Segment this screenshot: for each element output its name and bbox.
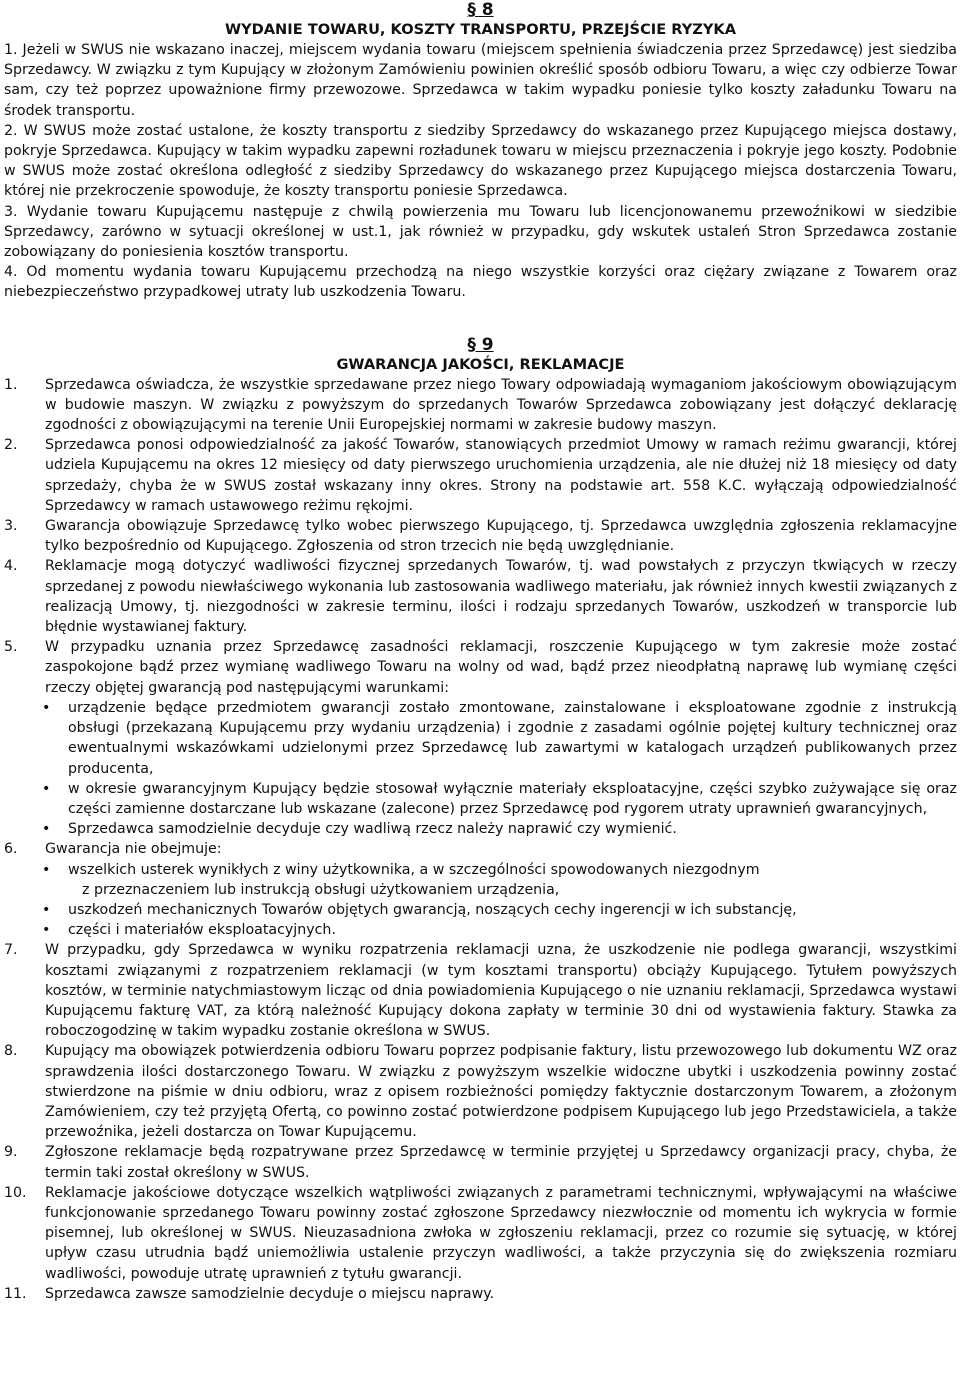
bullet-item: [4, 779, 957, 819]
item-text: Reklamacje jakościowe dotyczące wszelkich wątpliwości związanych z parametrami technicznymi, wpływającymi na właściwe funkcjonowanie sprzedanego Towaru powinny zostać zgłoszone Sprzedawcy niezwłocznie od momentu ich wykrycia w formie pisemnej, lub określonej w SWUS. Nieuzasadniona zwłoka w zgłoszeniu reklamacji, przez co rozumie się sytuację, w której upływ czasu utrudnia bądź uniemożliwia ustalenie przyczyn wadliwości, a także przyczynia się do zwiększenia rozmiaru wadliwości, powoduje utratę uprawnień z tytułu gwarancji.: [45, 1184, 957, 1282]
bullet-item: [4, 860, 957, 880]
list-item: [4, 940, 957, 1041]
item-text: Sprzedawca zawsze samodzielnie decyduje o miejscu naprawy.: [45, 1285, 495, 1302]
item-number: 6.: [4, 841, 18, 858]
list-item: [4, 1142, 957, 1182]
section-8-paragraph-4: 4. Od momentu wydania towaru Kupującemu przechodzą na niego wszystkie korzyści oraz ciężary związane z Towarem oraz niebezpieczeństwo przypadkowej utraty lub uszkodzenia Towaru.: [4, 264, 957, 301]
bullet-icon: •: [42, 780, 51, 797]
bullet-text: urządzenie będące przedmiotem gwarancji zostało zmontowane, zainstalowane i eksploatowane zgodnie z instrukcją obsługi (przekazaną Kupującemu przy wydaniu urządzenia) i zgodnie z zasadami ogólnie pojętej kultury technicznej oraz ewentualnymi wskazówkami udzielonymi przez Sprzedawcę lub zawartymi w katalogach urządzeń publikowanych przez producenta,: [68, 699, 957, 777]
section-gap: [4, 303, 957, 335]
bullet-item: [4, 698, 957, 779]
section-9-number: § 9: [467, 334, 494, 355]
list-item: [4, 556, 957, 637]
item-number: 3.: [4, 518, 18, 535]
bullet-text: Sprzedawca samodzielnie decyduje czy wadliwą rzecz należy naprawić czy wymienić.: [68, 821, 677, 838]
list-item: [4, 637, 957, 698]
bullet-item: [4, 900, 957, 920]
bullet-text: w okresie gwarancyjnym Kupujący będzie stosował wyłącznie materiały eksploatacyjne, części szybko zużywające się oraz części zamienne dostarczane lub wskazane (zalecone) przez Sprzedawcę pod rygorem utraty uprawnień gwarancyjnych,: [68, 780, 957, 817]
bullet-item: [4, 819, 957, 839]
item-number: 11.: [4, 1285, 27, 1302]
section-8-paragraph-3: 3. Wydanie towaru Kupującemu następuje z chwilą powierzenia mu Towaru lub licencjonowanemu przewoźnikowi w siedzibie Sprzedawcy, zarówno w sytuacji określonej w ust.1, jak również w przypadku, gdy wskutek ustaleń Stron Sprzedawca zostanie zobowiązany do poniesienia kosztów transportu.: [4, 203, 957, 261]
item-text: Zgłoszone reklamacje będą rozpatrywane przez Sprzedawcę w terminie przyjętej u Sprzedawcy organizacji pracy, chyba, że termin taki został określony w SWUS.: [45, 1144, 957, 1181]
item-number: 10.: [4, 1184, 27, 1201]
bullet-icon: •: [42, 699, 51, 716]
bullet-text: uszkodzeń mechanicznych Towarów objętych gwarancją, noszących cechy ingerencji w ich substancję,: [68, 901, 797, 918]
list-item: [4, 375, 957, 436]
list-item: [4, 839, 957, 859]
item-number: 4.: [4, 558, 18, 575]
item-text: W przypadku uznania przez Sprzedawcę zasadności reklamacji, roszczenie Kupującego w tym zakresie może zostać zaspokojone bądź przez wymianę wadliwego Towaru na wolny od wad, bądź przez nieodpłatną naprawę lub wymianę części rzeczy objętej gwarancją pod następującymi warunkami:: [45, 639, 957, 696]
bullet-text: części i materiałów eksploatacyjnych.: [68, 922, 336, 939]
bullet-icon: •: [42, 821, 51, 838]
list-item: [4, 516, 957, 556]
item-text: Sprzedawca ponosi odpowiedzialność za jakość Towarów, stanowiących przedmiot Umowy w ramach reżimu gwarancji, której udziela Kupującemu na okres 12 miesięcy od daty pierwszego uruchomienia urządzenia, ale nie dłużej niż 18 miesięcy od daty sprzedaży, chyba że w SWUS został wskazany inny okres. Strony na podstawie art. 558 K.C. wyłączają odpowiedzialność Sprzedawcy w ramach ustawowego reżimu rękojmi.: [45, 437, 957, 514]
item-number: 5.: [4, 639, 18, 656]
section-8-number: § 8: [467, 0, 494, 20]
item-number: 2.: [4, 437, 18, 454]
section-8-paragraph-1: 1. Jeżeli w SWUS nie wskazano inaczej, miejscem wydania towaru (miejscem spełnienia świadczenia przez Sprzedawcę) jest siedziba Sprzedawcy. W związku z tym Kupujący w złożonym Zamówieniu powinien określić sposób odbioru Towaru, a więc czy odbierze Towar sam, czy też poprzez upoważnione firmy przewozowe. Sprzedawca w takim wypadku poniesie tylko koszty załadunku Towaru na środek transportu.: [4, 42, 957, 119]
item-number: 8.: [4, 1043, 18, 1060]
bullet-icon: •: [42, 922, 51, 939]
item-text: Gwarancja obowiązuje Sprzedawcę tylko wobec pierwszego Kupującego, tj. Sprzedawca uwzględnia zgłoszenia reklamacyjne tylko bezpośrednio od Kupującego. Zgłoszenia od stron trzecich nie będą uwzględnianie.: [45, 518, 957, 555]
item-text: Reklamacje mogą dotyczyć wadliwości fizycznej sprzedanych Towarów, tj. wad powstałych z przyczyn tkwiących w rzeczy sprzedanej z powodu niewłaściwego wykonania lub zastosowania wadliwego materiału, jak również innych kwestii związanych z realizacją Umowy, tj. niezgodności w zakresie terminu, ilości i rodzaju sprzedanych Towarów, uszkodzeń w transporcie lub błędnie wystawianej faktury.: [45, 558, 957, 636]
section-9-title: GWARANCJA JAKOŚCI, REKLAMACJE: [336, 355, 625, 373]
item-text: Gwarancja nie obejmuje:: [45, 841, 222, 858]
item-text: Sprzedawca oświadcza, że wszystkie sprzedawane przez niego Towary odpowiadają wymaganiom jakościowym obowiązującym w budowie maszyn. W związku z powyższym do sprzedanych Towarów Sprzedawca zobowiązany jest dołączyć deklarację zgodności z obowiązującymi na terenie Unii Europejskiej normami w zakresie budowy maszyn.: [45, 376, 957, 434]
bullet-item: [4, 920, 957, 940]
list-item: [4, 1183, 957, 1284]
item-text: Kupujący ma obowiązek potwierdzenia odbioru Towaru poprzez podpisanie faktury, listu przewozowego lub dokumentu WZ oraz sprawdzenia ilości dostarczonego Towaru. W związku z powyższym wszelkie widoczne ubytki i uszkodzenia powinny zostać stwierdzone na piśmie w dniu odbioru, wraz z opisem rozbieżności pomiędzy faktycznie dostarczonym Towarem, a złożonym Zamówieniem, czy też przyjętą Ofertą, co powinno zostać potwierdzone podpisem Kupującego lub jego Przedstawiciela, a także przewoźnika, jeżeli dostarcza on Towar Kupującemu.: [45, 1043, 957, 1141]
section-8-paragraph-2: 2. W SWUS może zostać ustalone, że koszty transportu z siedziby Sprzedawcy do wskazanego przez Kupującego miejsca dostawy, pokryje Sprzedawca. Kupujący w takim wypadku zapewni rozładunek towaru w miejscu przeznaczenia i pokryje jego koszty. Podobnie w SWUS może zostać określona odległość z siedziby Sprzedawcy do wskazanego przez Kupującego miejsca dostarczenia Towaru, której nie przekroczenie spowoduje, że koszty transportu poniesie Sprzedawca.: [4, 122, 957, 200]
bullet-icon: •: [42, 861, 51, 878]
bullet-text: wszelkich usterek wynikłych z winy użytkownika, a w szczególności spowodowanych niezgodnym: [68, 861, 760, 878]
bullet-continuation: [4, 880, 957, 900]
list-item: [4, 1041, 957, 1142]
item-number: 9.: [4, 1144, 18, 1161]
list-item: [4, 1284, 957, 1304]
item-number: 1.: [4, 376, 18, 393]
bullet-text: z przeznaczeniem lub instrukcją obsługi użytkowaniem urządzenia,: [82, 881, 560, 898]
item-number: 7.: [4, 942, 18, 959]
list-item: [4, 435, 957, 516]
section-8-title: WYDANIE TOWARU, KOSZTY TRANSPORTU, PRZEJŚCIE RYZYKA: [224, 21, 737, 38]
bullet-icon: •: [42, 901, 51, 918]
item-text: W przypadku, gdy Sprzedawca w wyniku rozpatrzenia reklamacji uzna, że uszkodzenie nie podlega gwarancji, wszystkimi kosztami związanymi z rozpatrzeniem reklamacji (w tym kosztami transportu) obciąży Kupującego. Tytułem powyższych kosztów, w terminie natychmiastowym licząc od dnia powiadomienia Kupującego o nie uznaniu reklamacji, Sprzedawca wystawi Kupującemu fakturę VAT, za którą należność Kupujący dokona zapłaty w terminie 30 dni od wystawienia faktury. Stawka za roboczogodzinę w takim wypadku zostanie określona w SWUS.: [45, 942, 957, 1040]
document-page: [4, 0, 957, 1304]
